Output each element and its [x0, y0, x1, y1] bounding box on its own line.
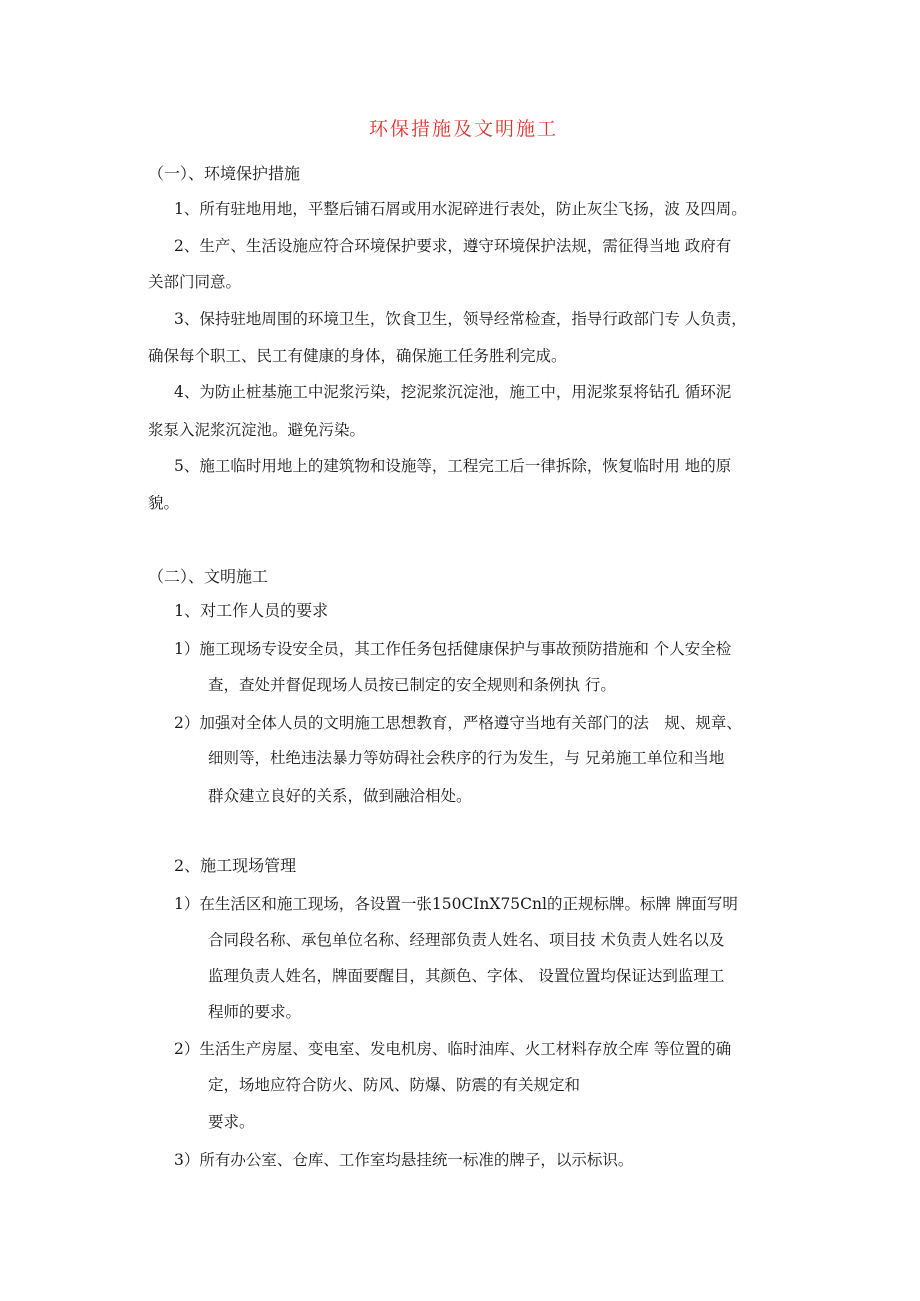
- list-item-line: 2）加强对全体人员的文明施工思想教育，严格遵守当地有关部门的法 规、规章、: [174, 714, 742, 732]
- list-item-line: 群众建立良好的关系，做到融洽相处。: [208, 787, 472, 805]
- paragraph-line: 关部门同意。: [148, 273, 242, 291]
- list-item-line: 监理负责人姓名，牌面要醒目，其颜色、字体、 设置位置均保证达到监理工: [208, 967, 725, 985]
- list-item-line: 查，查处并督促现场人员按已制定的安全规则和条例执 行。: [208, 676, 616, 694]
- list-item-line: 3）所有办公室、仓库、工作室均悬挂统一标准的牌子，以示标识。: [174, 1151, 634, 1169]
- subsection-heading: 2、施工现场管理: [174, 856, 297, 875]
- list-item-line: 程师的要求。: [208, 1003, 302, 1021]
- paragraph-line: 貌。: [148, 494, 180, 512]
- list-item-line: 定，场地应符合防火、防风、防爆、防震的有关规定和: [208, 1076, 581, 1094]
- paragraph-line: 5、施工临时用地上的建筑物和设施等，工程完工后一律拆除，恢复临时用 地的原: [174, 457, 732, 475]
- paragraph-line: 确保每个职工、民工有健康的身体，确保施工任务胜利完成。: [148, 347, 567, 365]
- section-heading-civilized: （二）、文明施工: [148, 567, 269, 586]
- paragraph-line: 浆泵入泥浆沉淀池。避免污染。: [148, 421, 366, 439]
- paragraph-line: 1、所有驻地用地，平整后铺石屑或用水泥碎进行表处，防止灰尘飞扬，波 及四周。: [174, 200, 747, 218]
- list-item-line: 1）在生活区和施工现场，各设置一张150CInX75Cnl的正规标牌。标牌 牌面写明: [174, 895, 738, 913]
- paragraph-line: 2、生产、生活设施应符合环境保护要求，遵守环境保护法规，需征得当地 政府有: [174, 237, 732, 255]
- subsection-heading: 1、对工作人员的要求: [174, 601, 329, 620]
- list-item-line: 要求。: [208, 1113, 255, 1131]
- list-item-line: 1）施工现场专设安全员，其工作任务包括健康保护与事故预防措施和 个人安全检: [174, 640, 732, 658]
- paragraph-line: 4、为防止桩基施工中泥浆污染，挖泥浆沉淀池，施工中，用泥浆泵将钻孔 循环泥: [174, 383, 732, 401]
- section-heading-environment: （一）、环境保护措施: [148, 164, 301, 183]
- document-title: 环保措施及文明施工: [369, 118, 559, 140]
- list-item-line: 2）生活生产房屋、变电室、发电机房、临时油库、火工材料存放仝库 等位置的确: [174, 1040, 732, 1058]
- list-item-line: 细则等，杜绝违法暴力等妨碍社会秩序的行为发生，与 兄弟施工单位和当地: [208, 749, 725, 767]
- paragraph-line: 3、保持驻地周围的环境卫生，饮食卫生，领导经常检查，指导行政部门专 人负责，: [174, 310, 747, 328]
- list-item-line: 合同段名称、承包单位名称、经理部负责人姓名、项目技 术负责人姓名以及: [208, 931, 725, 949]
